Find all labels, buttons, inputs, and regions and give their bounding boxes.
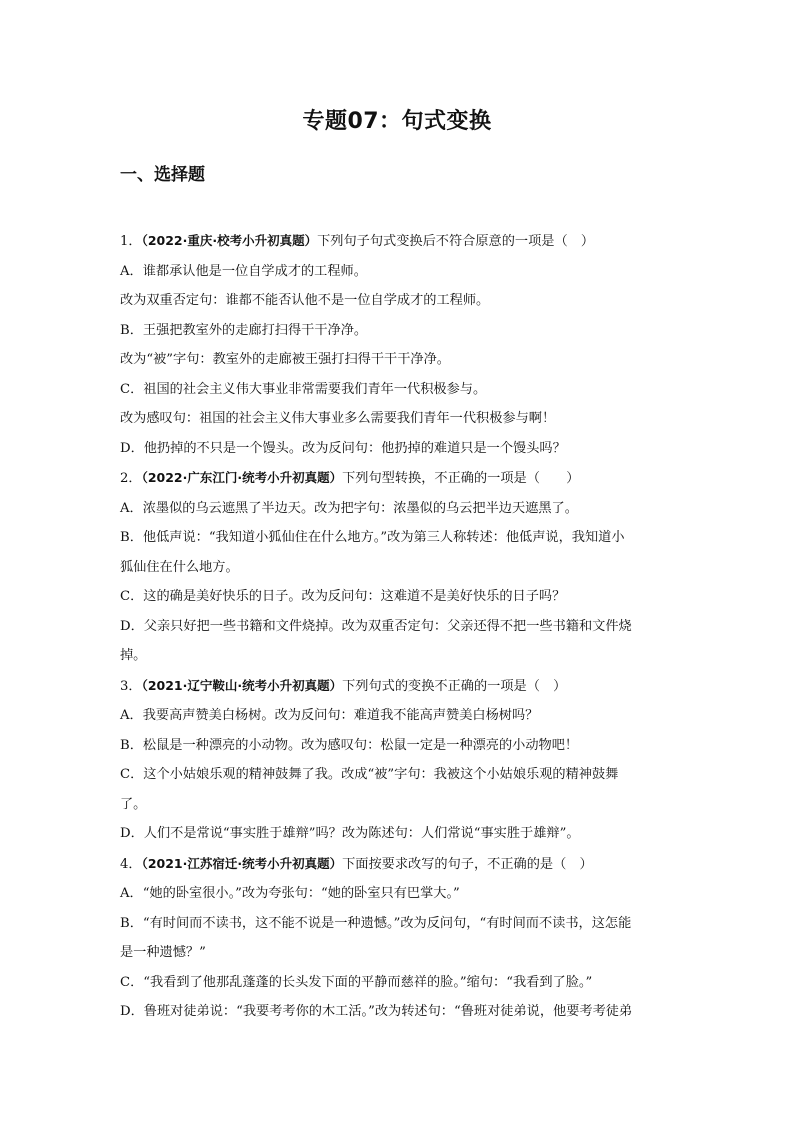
option-line: A．谁都承认他是一位自学成才的工程师。: [120, 263, 367, 279]
question-stem: 下列句式的变换不正确的一项是（ ）: [342, 678, 567, 694]
option-line: 掉。: [120, 648, 147, 663]
question-source: （2021·辽宁鞍山·统考小升初真题）: [141, 677, 343, 693]
option-line: A．“她的卧室很小。”改为夸张句：“她的卧室只有巴掌大。”: [120, 886, 460, 901]
question-stem: 下列句型转换，不正确的一项是（ ）: [342, 471, 580, 486]
option-line: 了。: [120, 796, 147, 812]
option-line: B．“有时间而不读书，这不能不说是一种遗憾。”改为反问句，“有时间而不读书，这怎能: [120, 915, 632, 931]
question-3-header: [120, 671, 680, 702]
option-line: C．这个小姑娘乐观的精神鼓舞了我。改成“被”字句：我被这个小姑娘乐观的精神鼓舞: [120, 767, 619, 782]
page-title: 专题07：句式变换: [302, 109, 492, 134]
option-line: C．“我看到了他那乱蓬蓬的长头发下面的平静而慈祥的脸。”缩句：“我看到了脸。”: [120, 974, 593, 990]
option-line: B．王强把教室外的走廊打扫得干干净净。: [120, 322, 368, 338]
question-1-header: [120, 226, 680, 257]
option-line: 是一种遗憾？”: [120, 945, 206, 960]
option-line: A．我要高声赞美白杨树。改为反问句：难道我不能高声赞美白杨树吗？: [120, 708, 539, 723]
question-4-header: [120, 849, 680, 880]
option-line: B．他低声说：“我知道小狐仙住在什么地方。”改为第三人称转述：他低声说，我知道小: [120, 530, 625, 545]
question-number: 4．: [120, 856, 142, 872]
option-line: 改为双重否定句：谁都不能否认他不是一位自学成才的工程师。: [120, 293, 490, 308]
question-source: （2022·重庆·校考小升初真题）: [141, 233, 318, 248]
option-line: 狐仙住在什么地方。: [120, 559, 239, 575]
question-2-header: [120, 463, 680, 494]
option-line: C．这的确是美好快乐的日子。改为反问句：这难道不是美好快乐的日子吗？: [120, 589, 566, 604]
option-line: 改为“被”字句：教室外的走廊被王强打扫得干干干净净。: [120, 352, 450, 367]
option-line: D．人们不是常说“事实胜于雄辩”吗？改为陈述句：人们常说“事实胜于雄辩”。: [120, 826, 580, 841]
question-source: （2021·江苏宿迁·统考小升初真题）: [141, 855, 343, 871]
question-stem: 下列句子句式变换后不符合原意的一项是（ ）: [317, 234, 595, 249]
option-line: A．浓墨似的乌云遮黑了半边天。改为把字句：浓墨似的乌云把半边天遮黑了。: [120, 500, 578, 516]
question-list: [120, 226, 680, 1027]
option-line: 改为感叹句：祖国的社会主义伟大事业多么需要我们青年一代积极参与啊！: [120, 411, 556, 426]
option-line: D．父亲只好把一些书籍和文件烧掉。改为双重否定句：父亲还得不把一些书籍和文件烧: [120, 618, 632, 634]
option-line: D．鲁班对徒弟说：“我要考考你的木工活。”改为转述句：“鲁班对徒弟说，他要考考徒弟: [120, 1004, 633, 1019]
option-line: B．松鼠是一种漂亮的小动物。改为感叹句：松鼠一定是一种漂亮的小动物吧！: [120, 737, 579, 753]
question-number: 2．: [120, 471, 142, 486]
section-heading: 一、选择题: [120, 165, 205, 185]
option-line: C．祖国的社会主义伟大事业非常需要我们青年一代积极参与。: [120, 381, 487, 397]
question-source: （2022·广东江门·统考小升初真题）: [141, 470, 343, 485]
option-line: D．他扔掉的不只是一个馒头。改为反问句：他扔掉的难道只是一个馒头吗？: [120, 440, 566, 456]
question-number: 1．: [120, 234, 142, 249]
question-stem: 下面按要求改写的句子，不正确的是（ ）: [342, 856, 593, 872]
question-number: 3．: [120, 678, 142, 694]
